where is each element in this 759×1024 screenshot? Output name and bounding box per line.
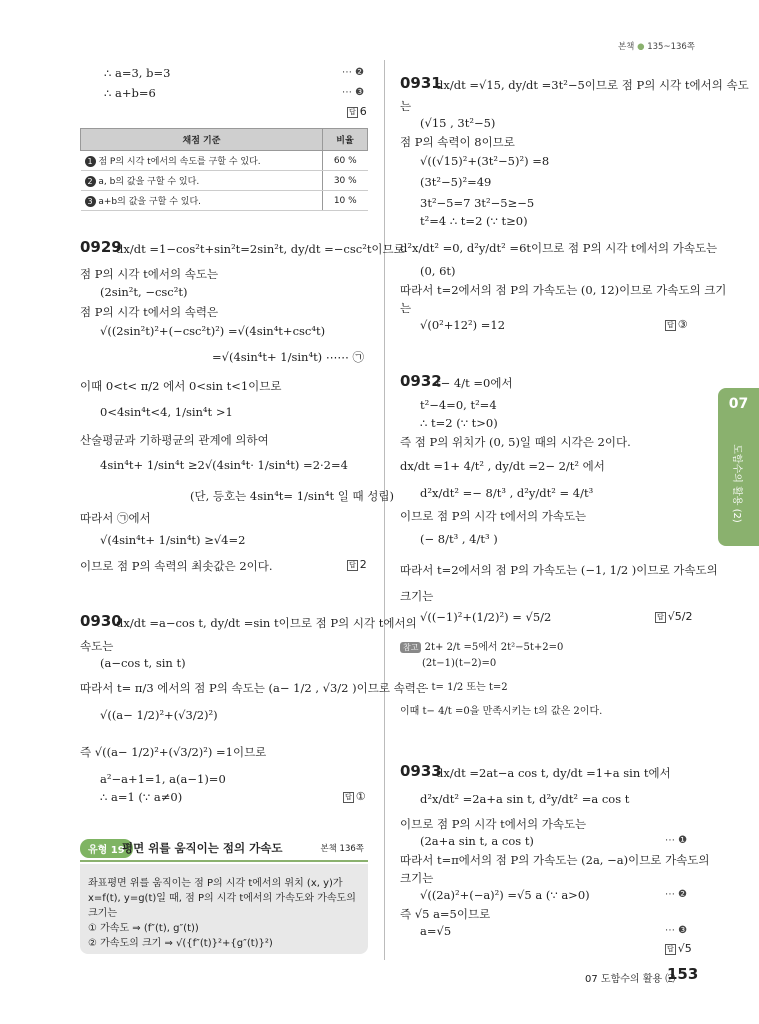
answer-box-icon: 답 [349,560,356,569]
score-header-criteria: 채점 기준 [81,129,323,151]
solution-line: dx/dt =1−cos²t+sin²t=2sin²t, dy/dt =−csc²t이므로 [116,242,405,256]
note-line [400,638,563,653]
solution-line: 이때 t− 4/t =0을 만족시키는 t의 값은 2이다. [400,706,603,717]
step-mark: ⋯ ❷ [665,889,688,900]
type-ref: 본책 136쪽 [320,844,364,854]
table-row [81,171,368,191]
column-divider [384,60,385,960]
solution-line: 4sin⁴t+ 1/sin⁴t ≥2√(4sin⁴t· 1/sin⁴t) =2·2=4 [100,458,348,472]
solution-line: 크기는 [400,589,434,603]
table-row [81,191,368,211]
problem-number-0933: 0933 [400,762,442,780]
solution-line: 점 P의 시각 t에서의 속도는 [80,267,219,281]
answer-value: 2 [359,558,367,571]
answer-value: √5/2 [667,610,693,623]
chapter-number: 07 [728,396,749,412]
criteria-text: 점 P의 시각 t에서의 속도를 구할 수 있다. [98,157,261,167]
solution-line: (2a+a sin t, a cos t) [420,834,534,848]
answer-value: ① [355,790,366,803]
header-dot-icon: ● [637,42,645,52]
footer-chapter: 07 도함수의 활용 ⑵ [585,974,676,985]
left-top-mark-1: ⋯ ❷ [342,67,365,78]
header-pages: 135~136쪽 [647,42,695,52]
solution-line: t²−4=0, t²=4 [420,398,497,412]
solution-line: 점 P의 속력이 8이므로 [400,135,515,149]
step-number-icon: 2 [85,176,96,187]
summary-line: 크기는 [88,908,117,919]
solution-line: √(4sin⁴t+ 1/sin⁴t) ≥√4=2 [100,533,246,547]
answer-0931 [665,318,688,331]
solution-line: 이므로 점 P의 속력의 최솟값은 2이다. [80,559,273,573]
solution-line: a=√5 [420,924,452,938]
solution-line: (3t²−5)²=49 [420,175,492,189]
page-header [618,40,695,52]
chapter-title: 도함수의 활용 (2) [731,444,742,523]
answer-box-icon: 답 [349,107,356,116]
left-top-line-2: ∴ a+b=6 [104,86,156,100]
solution-line: dx/dt =a−cos t, dy/dt =sin t이므로 점 P의 시각 t에서의 [116,616,417,630]
problem-number-0931: 0931 [400,74,442,92]
solution-line: a²−a+1=1, a(a−1)=0 [100,772,226,786]
solution-line: t− 4/t =0에서 [436,376,513,390]
summary-line: ① 가속도 ⇒ (f″(t), g″(t)) [88,923,199,934]
problem-number-0930: 0930 [80,612,122,630]
solution-line: 따라서 ㉠에서 [80,511,151,525]
solution-line: 는 [400,99,412,113]
left-top-mark-2: ⋯ ❸ [342,87,365,98]
page-number: 153 [667,965,699,983]
solution-line: ∴ t=2 (∵ t>0) [420,416,498,430]
solution-line: dx/dt =2at−a cos t, dy/dt =1+a sin t에서 [436,766,671,780]
criteria-text: a+b의 값을 구할 수 있다. [98,197,202,207]
solution-line: d²x/dt² =0, d²y/dt² =6t이므로 점 P의 시각 t에서의 가속도는 [400,241,718,255]
answer-box-icon: 답 [657,612,664,621]
solution-line: ∴ t= 1/2 또는 t=2 [422,682,508,693]
answer-0930 [343,790,366,803]
answer-box-icon: 답 [667,320,674,329]
solution-line: 0<4sin⁴t<4, 1/sin⁴t >1 [100,405,233,419]
answer-box-icon: 답 [345,792,352,801]
solution-line: 크기는 [400,871,434,885]
solution-line: 3t²−5=7 3t²−5≥−5 [420,196,535,210]
solution-line: 이때 0<t< π/2 에서 0<sin t<1이므로 [80,379,282,393]
solution-line: √((√15)²+(3t²−5)²) =8 [420,154,550,168]
solution-line: √(0²+12²) =12 [420,318,506,332]
solution-line: 점 P의 시각 t에서의 속력은 [80,305,219,319]
left-top-answer [347,105,367,118]
left-top-line-1: ∴ a=3, b=3 [104,66,171,80]
solution-line: √((−1)²+(1/2)²) = √5/2 [420,610,552,624]
solution-line: dx/dt =√15, dy/dt =3t²−5이므로 점 P의 시각 t에서의 속도 [436,78,749,92]
solution-line: t²=4 ∴ t=2 (∵ t≥0) [420,214,528,228]
solution-line: √((a− 1/2)²+(√3/2)²) [100,708,218,722]
summary-line: x=f(t), y=g(t)일 때, 점 P의 시각 t에서의 가속도와 가속도의 [88,893,356,904]
solution-line: √((2sin²t)²+(−csc²t)²) =√(4sin⁴t+csc⁴t) [100,324,326,338]
score-header-ratio: 비율 [323,129,368,151]
answer-value: 6 [359,105,367,118]
answer-0932 [655,610,692,623]
type-19-summary-box [80,864,368,954]
table-row [81,151,368,171]
solution-line: 따라서 t=2에서의 점 P의 가속도는 (0, 12)이므로 가속도의 크기 [400,283,727,297]
solution-line: 는 [400,301,412,315]
answer-value: ③ [677,318,688,331]
solution-line: (2sin²t, −csc²t) [100,285,188,299]
solution-line: 이므로 점 P의 시각 t에서의 가속도는 [400,817,587,831]
problem-number-0932: 0932 [400,372,442,390]
solution-line: 즉 √5 a=5이므로 [400,907,491,921]
answer-0933 [665,942,692,955]
solution-line: (a−cos t, sin t) [100,656,186,670]
criteria-text: a, b의 값을 구할 수 있다. [98,177,200,187]
problem-number-0929: 0929 [80,238,122,256]
type-title: 평면 위를 움직이는 점의 가속도 [122,841,283,855]
header-label: 본책 [617,42,635,52]
solution-line: √((2a)²+(−a)²) =√5 a (∵ a>0) [420,888,590,902]
answer-value: √5 [677,942,692,955]
solution-line: (− 8/t³ , 4/t³ ) [420,532,498,546]
step-mark: ⋯ ❸ [665,925,688,936]
step-number-icon: 1 [85,156,96,167]
type-19-heading [80,836,368,862]
solution-line: 즉 점 P의 위치가 (0, 5)일 때의 시각은 2이다. [400,435,631,449]
criteria-pct: 60 % [323,151,368,171]
solution-line: 따라서 t=π에서의 점 P의 가속도는 (2a, −a)이므로 가속도의 [400,853,710,867]
solution-line: =√(4sin⁴t+ 1/sin⁴t) ⋯⋯ ㉠ [212,350,364,364]
criteria-pct: 10 % [323,191,368,211]
solution-line: (2t−1)(t−2)=0 [422,658,497,669]
solution-line: 따라서 t= π/3 에서의 점 P의 속도는 (a− 1/2 , √3/2 )이므로 속력은 [80,681,427,695]
type-badge: 유형 19 [80,839,133,858]
step-mark: ⋯ ❶ [665,835,688,846]
step-number-icon: 3 [85,196,96,207]
solution-line: 산술평균과 기하평균의 관계에 의하여 [80,433,269,447]
solution-line: d²x/dt² =2a+a sin t, d²y/dt² =a cos t [420,792,630,806]
note-badge: 참고 [400,642,421,653]
solution-line: 따라서 t=2에서의 점 P의 가속도는 (−1, 1/2 )이므로 가속도의 [400,563,718,577]
summary-line: 좌표평면 위를 움직이는 점 P의 시각 t에서의 위치 (x, y)가 [88,878,343,889]
chapter-side-tab [718,388,759,546]
criteria-pct: 30 % [323,171,368,191]
score-table [80,128,368,211]
solution-line: 속도는 [80,639,114,653]
answer-box-icon: 답 [667,944,674,953]
solution-line: 이므로 점 P의 시각 t에서의 가속도는 [400,509,587,523]
solution-line: (0, 6t) [420,264,456,278]
summary-line: ② 가속도의 크기 ⇒ √({f″(t)}²+{g″(t)}²) [88,938,273,949]
answer-0929 [347,558,367,571]
solution-line: ∴ a=1 (∵ a≠0) [100,790,183,804]
solution-line: dx/dt =1+ 4/t² , dy/dt =2− 2/t² 에서 [400,459,605,473]
solution-line: 2t+ 2/t =5에서 2t²−5t+2=0 [424,642,564,653]
solution-line: (√15 , 3t²−5) [420,116,496,130]
solution-line: d²x/dt² =− 8/t³ , d²y/dt² = 4/t³ [420,486,594,500]
solution-line: 즉 √((a− 1/2)²+(√3/2)²) =1이므로 [80,745,267,759]
solution-line: (단, 등호는 4sin⁴t= 1/sin⁴t 일 때 성립) [190,489,395,503]
